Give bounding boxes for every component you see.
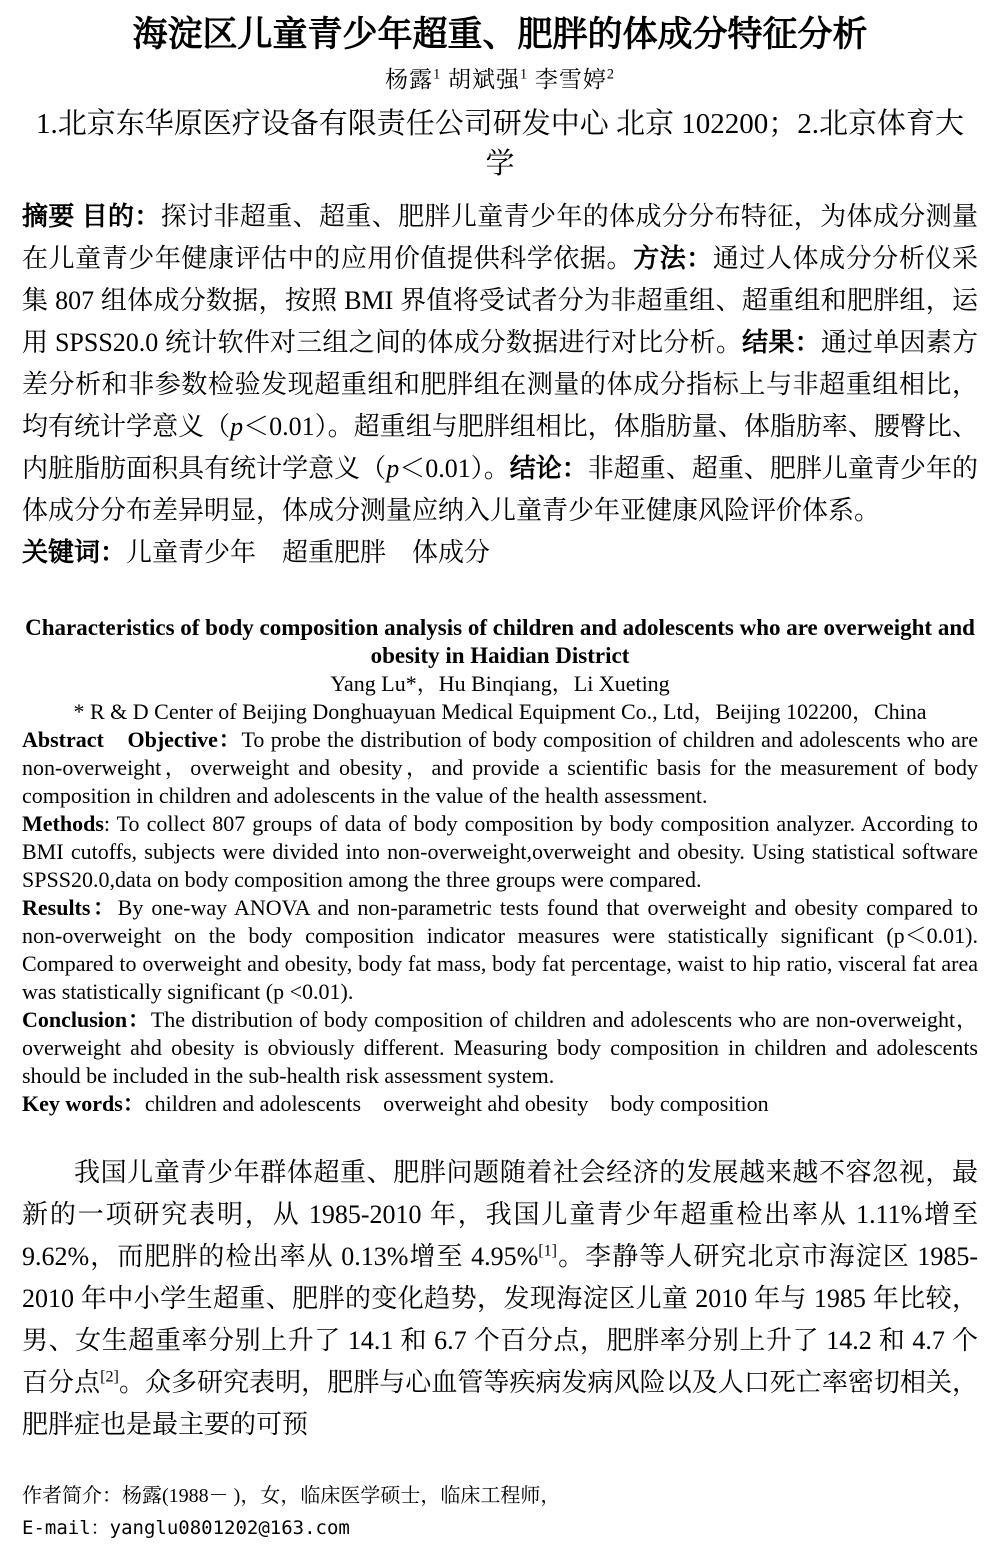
abstract-results-text-cn: ＜0.01）。 — [399, 453, 510, 483]
english-section — [22, 614, 978, 1118]
keywords-text-en: children and adolescents overweight ahd obesity body composition — [144, 1090, 769, 1116]
p-value-symbol: p — [386, 453, 400, 483]
affiliation-cn: 1.北京东华原医疗设备有限责任公司研发中心 北京 102200；2.北京体育大学 — [35, 107, 964, 180]
abstract-objective-en — [22, 726, 978, 810]
abstract-methods-text-cn: 通过人体成分分析仪采集 807 组体成分数据，按照 BMI 界值将受试者分为非超重组、超重组和肥胖组，运用 SPSS20.0 统计软件对三组之间的体成分数据进行对比分析。 — [22, 243, 978, 357]
keywords-label-en: Key words： — [22, 1090, 145, 1116]
body-text: 。李静等人研究北京市海淀区 1985-2010 年中小学生超重、肥胖的变化趋势，发现海淀区儿童 2010 年与 1985 年比较，男、女生超重率分别上升了 14.1 和 6.7 个百分点，肥胖率分别上升了 14.2 和 4.7 个百分点 — [22, 1241, 978, 1397]
body-text: 。众多研究表明，肥胖与心血管等疾病发病风险以及人口死亡率密切相关，肥胖症也是最主要的可预 — [22, 1367, 978, 1439]
authors-cn — [22, 64, 978, 96]
author-name: 胡斌强 — [447, 66, 520, 92]
abstract-conclusion-label-cn: 结论： — [509, 453, 588, 483]
abstract-objective-text-cn: 探讨非超重、超重、肥胖儿童青少年的体成分分布特征，为体成分测量在儿童青少年健康评估中的应用价值提供科学依据。 — [22, 201, 978, 273]
author-superscript: 1 — [519, 65, 529, 82]
citation-ref: [2] — [100, 1368, 119, 1386]
abstract-conclusion-text-en: The distribution of body composition of children and adolescents who are non-overweight，overweight ahd obesity is obviously different. Measuring body composition in children and adolescents should be included in the sub-health risk assessment system. — [22, 1006, 978, 1088]
abstract-results-text-en: By one-way ANOVA and non-parametric tests found that overweight and obesity compared to non-overweight on the body composition indicator measures were statistically significant (p＜0.01). Compared to overweight and obesity, body fat mass, body fat percentage, waist to hip ratio, visceral fat area was statistically significant (p <0.01). — [22, 894, 978, 1004]
author-name: 李雪婷 — [534, 66, 607, 92]
author-name: 杨露 — [385, 66, 434, 92]
body-paragraph-cn — [22, 1152, 978, 1446]
keywords-cn — [22, 532, 978, 574]
citation-ref: [1] — [538, 1242, 558, 1260]
author-superscript: 1 — [433, 65, 442, 82]
abstract-methods-label-en: Methods — [22, 810, 104, 836]
abstract-conclusion-text-cn: 非超重、超重、肥胖儿童青少年的体成分分布差异明显，体成分测量应纳入儿童青少年亚健康风险评价体系。 — [22, 453, 978, 525]
author-bio: 作者简介：杨露(1988－ )，女，临床医学硕士，临床工程师， — [22, 1484, 561, 1507]
keywords-label-cn: 关键词： — [22, 537, 127, 567]
authors-en: Yang Lu*，Hu Binqiang，Li Xueting — [330, 670, 670, 696]
abstract-objective-label-cn: 摘要 目的： — [22, 201, 161, 231]
abstract-methods-text-en: : To collect 807 groups of data of body composition by body composition analyzer. According to BMI cutoffs, subjects were divided into non-overweight,overweight and obesity. Using statistical software SPSS20.0,data on body composition among the three groups were compared. — [22, 810, 978, 892]
abstract-methods-en — [22, 810, 978, 894]
p-value-symbol: p — [230, 411, 244, 441]
abstract-cn — [22, 196, 978, 532]
abstract-objective-label-en: Abstract Objective： — [22, 726, 242, 752]
paper-title-en: Characteristics of body composition analysis of children and adolescents who are overweight and obesity in Haidian District — [25, 614, 975, 668]
abstract-conclusion-en — [22, 1006, 978, 1090]
abstract-results-label-cn: 结果： — [742, 327, 821, 357]
abstract-results-en — [22, 894, 978, 1006]
author-email: E-mail：yanglu0801202@163.com — [22, 1516, 350, 1539]
abstract-objective-text-en: To probe the distribution of body composition of children and adolescents who are non-overweight，overweight and obesity，and provide a scientific basis for the measurement of body composition in children and adolescents in the value of the health assessment. — [22, 726, 978, 808]
author-superscript: 2 — [606, 65, 615, 82]
affiliation-en: * R & D Center of Beijing Donghuayuan Medical Equipment Co., Ltd，Beijing 102200，China — [73, 698, 927, 724]
abstract-methods-label-cn: 方法： — [633, 243, 713, 273]
abstract-results-text-cn: ＜0.01）。超重组与肥胖组相比，体脂肪量、体脂肪率、腰臀比、内脏脂肪面积具有统计学意义（ — [22, 411, 978, 483]
abstract-results-label-en: Results： — [22, 894, 118, 920]
abstract-conclusion-label-en: Conclusion： — [22, 1006, 151, 1032]
paper-title-cn: 海淀区儿童青少年超重、肥胖的体成分特征分析 — [132, 15, 868, 54]
body-text: 我国儿童青少年群体超重、肥胖问题随着社会经济的发展越来越不容忽视，最新的一项研究表明，从 1985-2010 年，我国儿童青少年超重检出率从 1.11%增至 9.62%，而肥胖的检出率从 0.13%增至 4.95% — [22, 1157, 978, 1271]
keywords-en — [22, 1090, 978, 1118]
abstract-results-text-cn: 通过单因素方差分析和非参数检验发现超重组和肥胖组在测量的体成分指标上与非超重组相比，均有统计学意义（ — [22, 327, 978, 441]
author-footnote — [22, 1480, 978, 1544]
keywords-text-cn: 儿童青少年 超重肥胖 体成分 — [126, 537, 491, 567]
